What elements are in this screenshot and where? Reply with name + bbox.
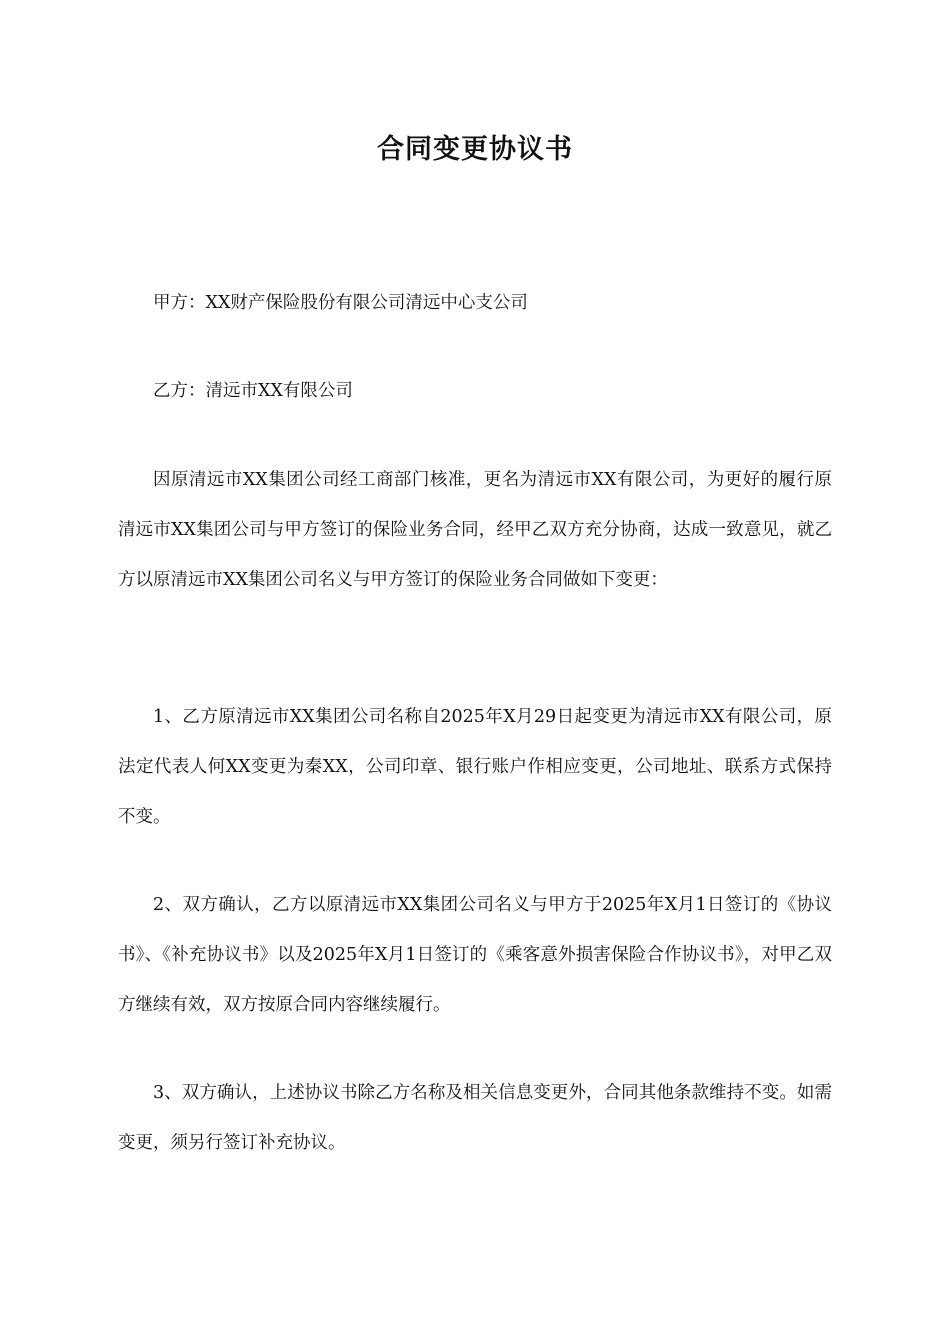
document-title: 合同变更协议书	[377, 134, 573, 165]
clause-3: 3、双方确认，上述协议书除乙方名称及相关信息变更外，合同其他条款维持不变。如需变更，须另行签订补充协议。	[118, 1083, 832, 1153]
clause-2: 2、双方确认，乙方以原清远市XX集团公司名义与甲方于2025年X月1日签订的《协议书》、《补充协议书》以及2025年X月1日签订的《乘客意外损害保险合作协议书》，对甲乙双方继续有效，双方按原合同内容继续履行。	[118, 895, 832, 1015]
clause-1: 1、乙方原清远市XX集团公司名称自2025年X月29日起变更为清远市XX有限公司，原法定代表人何XX变更为秦XX，公司印章、银行账户作相应变更，公司地址、联系方式保持不变。	[118, 707, 832, 827]
party-b-line: 乙方：清远市XX有限公司	[153, 381, 353, 401]
intro-paragraph: 因原清远市XX集团公司经工商部门核准，更名为清远市XX有限公司，为更好的履行原清远市XX集团公司与甲方签订的保险业务合同，经甲乙双方充分协商，达成一致意见，就乙方以原清远市XX集团公司名义与甲方签订的保险业务合同做如下变更：	[118, 470, 832, 590]
party-a-line: 甲方：XX财产保险股份有限公司清远中心支公司	[153, 293, 528, 313]
